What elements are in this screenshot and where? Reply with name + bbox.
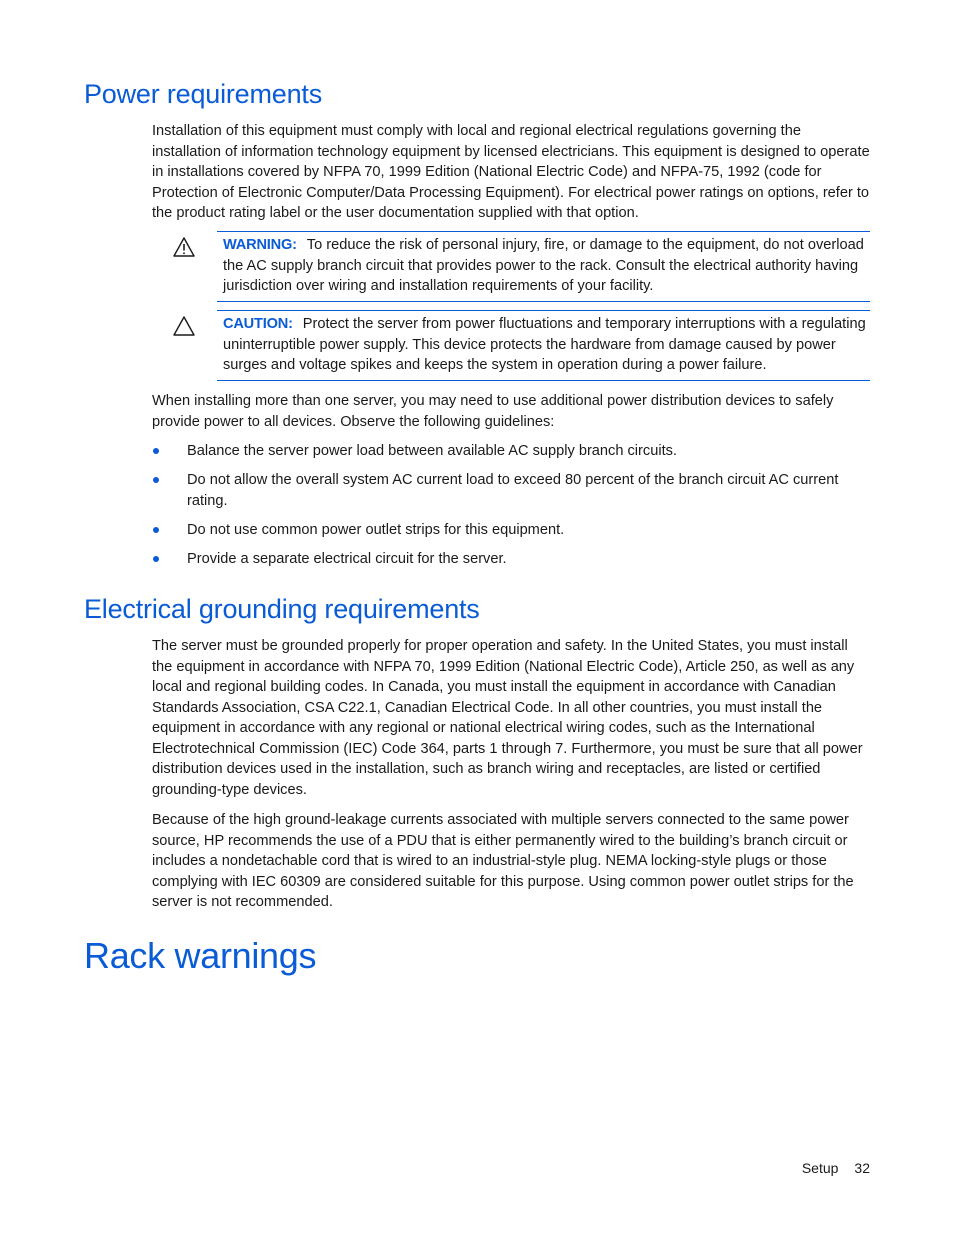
- warning-text: To reduce the risk of personal injury, fire, or damage to the equipment, do not overload the AC supply branch circuit that provides power to the rack. Consult the electrical authority having jurisdiction over wiring and installation requirements of your facility.: [223, 237, 864, 294]
- caution-triangle-icon: [172, 315, 196, 337]
- guidelines-intro-paragraph: When installing more than one server, you may need to use additional power distribution devices to safely provide power to all devices. Observe the following guidelines:: [152, 393, 834, 430]
- power-intro-paragraph: Installation of this equipment must comply with local and regional electrical regulations governing the installation of information technology equipment by licensed electricians. This equipment is designed to operate in installations covered by NFPA 70, 1999 Edition (National Electric Code) and NFPA-75, 1992 (code for Protection of Electronic Computer/Data Processing Equipment). For electrical power ratings on options, refer to the product rating label or the user documentation supplied with that option.: [152, 123, 870, 221]
- list-item: Do not use common power outlet strips for this equipment.: [152, 520, 872, 541]
- warning-label: WARNING:: [223, 237, 297, 253]
- grounding-requirements-heading: Electrical grounding requirements: [84, 594, 480, 624]
- footer-section-name: Setup: [801, 1160, 839, 1176]
- caution-label: CAUTION:: [223, 316, 293, 332]
- footer-page-number: 32: [854, 1160, 870, 1176]
- list-item: Do not allow the overall system AC current load to exceed 80 percent of the branch circuit AC current rating.: [152, 470, 872, 511]
- rack-warnings-heading: Rack warnings: [84, 935, 317, 976]
- list-item: Provide a separate electrical circuit for the server.: [152, 549, 872, 570]
- caution-notice: [217, 310, 870, 381]
- list-item: Balance the server power load between available AC supply branch circuits.: [152, 441, 872, 462]
- warning-notice: [217, 231, 870, 302]
- bullet-icon: [153, 477, 159, 483]
- power-requirements-heading: Power requirements: [84, 79, 323, 109]
- guidelines-list: [152, 441, 872, 578]
- bullet-icon: [153, 556, 159, 562]
- grounding-paragraph-1: The server must be grounded properly for proper operation and safety. In the United States, you must install the equipment in accordance with NFPA 70, 1999 Edition (National Electric Code), Article 250, as well as any local and regional building codes. In Canada, you must install the equipment in accordance with Canadian Standards Association, CSA C22.1, Canadian Electrical Code. In all other countries, you must install the equipment in accordance with any regional or national electrical wiring codes, such as the International Electrotechnical Commission (IEC) Code 364, parts 1 through 7. Furthermore, you must be sure that all power distribution devices used in the installation, such as branch wiring and receptacles, are listed or certified grounding-type devices.: [152, 638, 863, 798]
- grounding-paragraph-2: Because of the high ground-leakage currents associated with multiple servers connected to the same power source, HP recommends the use of a PDU that is either permanently wired to the building’s branch circuit or includes a nondetachable cord that is wired to an industrial-style plug. NEMA locking-style plugs or those complying with IEC 60309 are considered suitable for this purpose. Using common power outlet strips for the server is not recommended.: [152, 812, 854, 910]
- caution-text: Protect the server from power fluctuations and temporary interruptions with a regulating uninterruptible power supply. This device protects the hardware from damage caused by power surges and voltage spikes and keeps the system in operation during a power failure.: [223, 316, 866, 373]
- page-footer: [802, 1158, 870, 1178]
- warning-triangle-icon: [172, 236, 196, 258]
- bullet-icon: [153, 448, 159, 454]
- bullet-icon: [153, 527, 159, 533]
